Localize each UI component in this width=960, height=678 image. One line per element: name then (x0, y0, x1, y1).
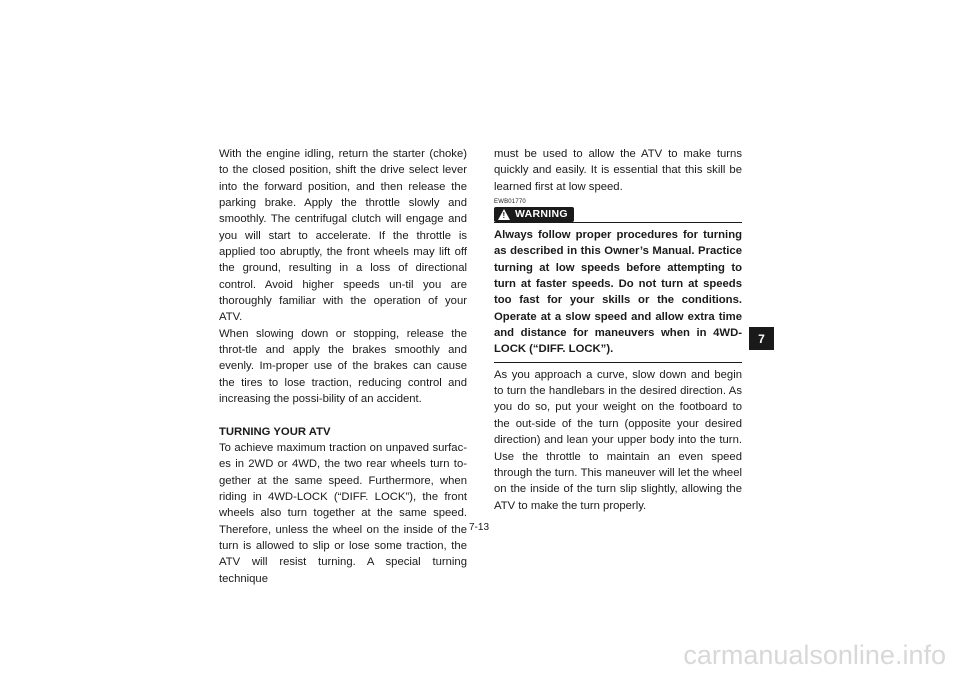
body-paragraph: To achieve maximum traction on unpaved surfac-es in 2WD or 4WD, the two rear wheels turn to-gether at the same speed. Furthermore, when riding in 4WD-LOCK (“DIFF. LOCK”), the front wheels also turn together at the same speed. Therefore, unless the wheel on the inside of the turn is allowed to slip or lose some traction, the ATV will resist turning. A special turning technique (219, 441, 467, 585)
section-heading: TURNING YOUR ATV (219, 425, 331, 438)
warning-label: WARNING (515, 208, 568, 221)
warning-badge (494, 207, 574, 222)
body-paragraph: When slowing down or stopping, release the throt-tle and apply the brakes smoothly and evenly. Im-proper use of the brakes can cause the tires to lose traction, reducing control and increasing the possi-bility of an accident. (219, 327, 467, 406)
chapter-tab: 7 (749, 327, 774, 350)
watermark: carmanualsonline.info (683, 640, 946, 670)
warning-triangle-icon: ! (498, 209, 510, 220)
warning-code: EWB01770 (494, 199, 526, 206)
body-paragraph: must be used to allow the ATV to make turns quickly and easily. It is essential that this skill be learned first at low speed. (494, 148, 742, 193)
page-number: 7-13 (469, 522, 490, 533)
body-paragraph: With the engine idling, return the starter (choke) to the closed position, shift the drive select lever into the forward position, and then release the parking brake. Apply the throttle slowly and smoothly. The centrifugal clutch will engage and you will start to accelerate. If the throttle is applied too abruptly, the front wheels may lift off the ground, resulting in a loss of directional control. Avoid higher speeds un-til you are thoroughly familiar with the operation of your ATV. (219, 148, 467, 324)
warning-header (494, 207, 742, 223)
right-column (494, 146, 742, 514)
left-column (219, 146, 467, 587)
warning-text: Always follow proper procedures for turning as described in this Owner’s Manual. Practice turning at low speeds before attempting to turn at faster speeds. Do not turn at speeds too fast for your skills or the conditions. Operate at a slow speed and allow extra time and distance for maneuvers when in 4WD-LOCK (“DIFF. LOCK”). (494, 227, 742, 363)
body-paragraph: As you approach a curve, slow down and begin to turn the handlebars in the desired direction. As you do so, put your weight on the footboard to the out-side of the turn (opposite your desired direction) and lean your upper body into the turn. Use the throttle to maintain an even speed through the turn. This maneuver will let the wheel on the inside of the turn slip slightly, allowing the ATV to make the turn properly. (494, 368, 742, 512)
